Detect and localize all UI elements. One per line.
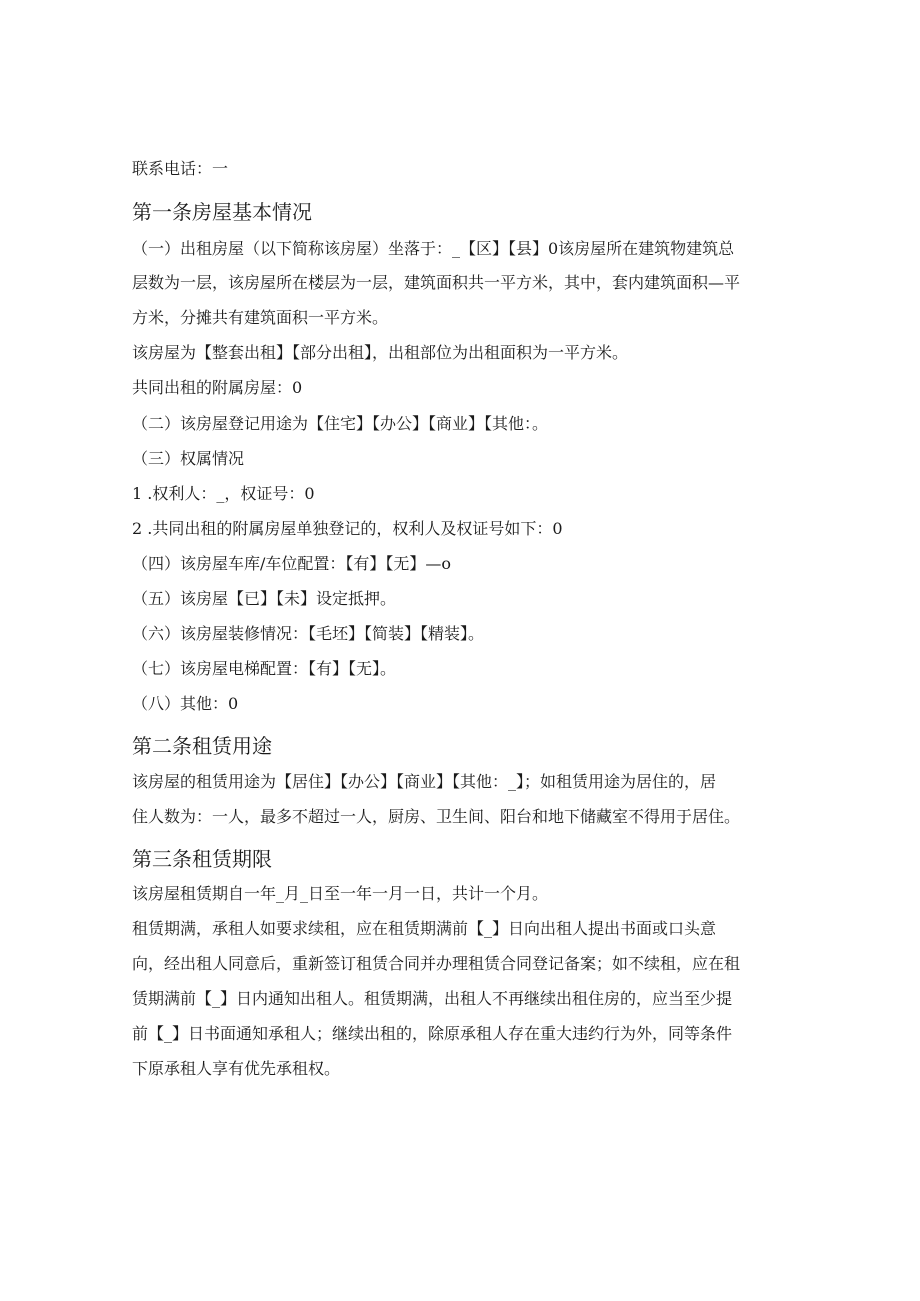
section2-line: 住人数为：一人，最多不超过一人，厨房、卫生间、阳台和地下储藏室不得用于居住。 [132,807,741,826]
section3-line: 租赁期满，承租人如要求续租，应在租赁期满前【_】日向出租人提出书面或口头意 [132,919,717,938]
section1-line: （二）该房屋登记用途为【住宅】【办公】【商业】【其他：。 [132,414,549,433]
section3-line: 该房屋租赁期自一年_月_日至一年一月一日，共计一个月。 [132,884,549,903]
section2-line: 该房屋的租赁用途为【居住】【办公】【商业】【其他：_】；如租赁用途为居住的，居 [132,772,717,791]
section1-line: （八）其他：0 [132,694,239,713]
section1-line: 该房屋为【整套出租】【部分出租】，出租部位为出租面积为一平方米。 [132,343,629,362]
section1-line: 层数为一层，该房屋所在楼层为一层，建筑面积共一平方米，其中，套内建筑面积—平 [132,273,741,292]
section1-title: 第一条房屋基本情况 [132,200,312,224]
section1-line: 方米，分摊共有建筑面积一平方米。 [132,308,389,327]
section1-line: （四）该房屋车库/车位配置：【有】【无】—o [132,554,452,573]
section3-line: 赁期满前【_】日内通知出租人。租赁期满，出租人不再继续出租住房的，应当至少提 [132,989,733,1008]
section1-line: 共同出租的附属房屋：0 [132,378,303,397]
section1-line: 2 .共同出租的附属房屋单独登记的，权利人及权证号如下：0 [132,519,563,538]
section1-line: （一）出租房屋（以下简称该房屋）坐落于：_【区】【县】0该房屋所在建筑物建筑总 [132,239,735,258]
section1-line: （七）该房屋电梯配置：【有】【无】。 [132,659,397,678]
contact-line: 联系电话：一 [132,159,229,178]
section3-line: 前【_】日书面通知承租人；继续出租的，除原承租人存在重大违约行为外，同等条件 [132,1024,733,1043]
section1-line: （六）该房屋装修情况：【毛坯】【简装】【精装】。 [132,624,485,643]
section2-title: 第二条租赁用途 [132,734,272,758]
section3-title: 第三条租赁期限 [132,847,272,871]
section3-line: 向，经出租人同意后，重新签订租赁合同并办理租赁合同登记备案；如不续租，应在租 [132,954,741,973]
section1-line: 1 .权利人：_，权证号：0 [132,484,315,503]
section1-line: （三）权属情况 [132,449,245,468]
section1-line: （五）该房屋【已】【未】设定抵押。 [132,589,397,608]
section3-line: 下原承租人享有优先承租权。 [132,1059,341,1078]
